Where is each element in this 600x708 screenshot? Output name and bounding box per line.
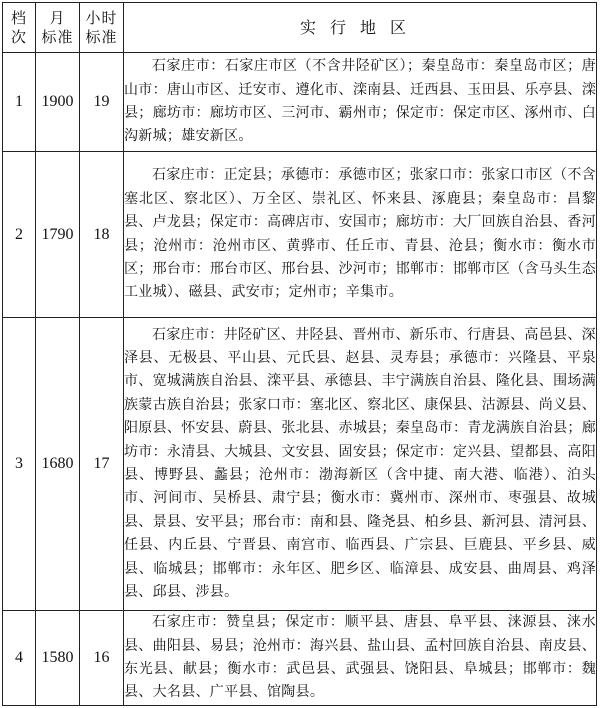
area-cell: 石家庄市：正定县；承德市：承德市区；张家口市：张家口市区（不含塞北区、察北区）、万全区、崇礼区、怀来县、涿鹿县；秦皇岛市：昌黎县、卢龙县；保定市：高碑店市、安国市；廊坊市：大厂回族自治县、香河县；沧州市：沧州市区、黄骅市、任丘市、青县、沧县；衡水市：衡水市区；邢台市：邢台市区、邢台县、沙河市；邯郸市：邯郸市区（含马头生态工业城）、磁县、武安市；定州市；辛集市。: [124, 152, 597, 318]
table-row: [3, 152, 597, 318]
monthly-cell: 1580: [36, 611, 80, 706]
header-area: 实行地区: [124, 3, 597, 53]
hourly-cell: 16: [80, 611, 124, 706]
level-cell: 2: [3, 152, 36, 318]
level-cell: 1: [3, 53, 36, 152]
header-row: [3, 3, 597, 53]
table-row: [3, 611, 597, 706]
monthly-cell: 1680: [36, 318, 80, 611]
table-row: [3, 318, 597, 611]
hourly-cell: 17: [80, 318, 124, 611]
hourly-cell: 18: [80, 152, 124, 318]
area-cell: 石家庄市：赞皇县；保定市：顺平县、唐县、阜平县、涞源县、涞水县、曲阳县、易县；沧州市：海兴县、盐山县、孟村回族自治县、南皮县、东光县、献县；衡水市：武邑县、武强县、饶阳县、阜城县；邯郸市：魏县、大名县、广平县、馆陶县。: [124, 611, 597, 706]
header-hourly-standard: 小时 标准: [80, 3, 124, 53]
area-cell: 石家庄市：石家庄市区（不含井陉矿区）；秦皇岛市：秦皇岛市区；唐山市：唐山市区、迁安市、遵化市、滦南县、迁西县、玉田县、乐亭县、滦县；廊坊市：廊坊市区、三河市、霸州市；保定市：保定市区、涿州市、白沟新城；雄安新区。: [124, 53, 597, 152]
level-cell: 4: [3, 611, 36, 706]
table-row: [3, 53, 597, 152]
level-cell: 3: [3, 318, 36, 611]
monthly-cell: 1900: [36, 53, 80, 152]
minimum-wage-table: [2, 2, 597, 706]
area-cell: 石家庄市：井陉矿区、井陉县、晋州市、新乐市、行唐县、高邑县、深泽县、无极县、平山县、元氏县、赵县、灵寿县；承德市：兴隆县、平泉市、宽城满族自治县、滦平县、承德县、丰宁满族自治县、隆化县、围场满族蒙古族自治县；张家口市：塞北区、察北区、康保县、沽源县、尚义县、阳原县、怀安县、蔚县、张北县、赤城县；秦皇岛市：青龙满族自治县；廊坊市：永清县、大城县、文安县、固安县；保定市：定兴县、望都县、高阳县、博野县、蠡县；沧州市：渤海新区（含中捷、南大港、临港）、泊头市、河间市、吴桥县、肃宁县；衡水市：冀州市、深州市、枣强县、故城县、景县、安平县；邢台市：南和县、隆尧县、柏乡县、新河县、清河县、任县、内丘县、宁晋县、南宫市、临西县、广宗县、巨鹿县、平乡县、威县、临城县；邯郸市：永年区、肥乡区、临漳县、成安县、曲周县、鸡泽县、邱县、涉县。: [124, 318, 597, 611]
header-level: 档 次: [3, 3, 36, 53]
hourly-cell: 19: [80, 53, 124, 152]
monthly-cell: 1790: [36, 152, 80, 318]
header-monthly-standard: 月 标准: [36, 3, 80, 53]
